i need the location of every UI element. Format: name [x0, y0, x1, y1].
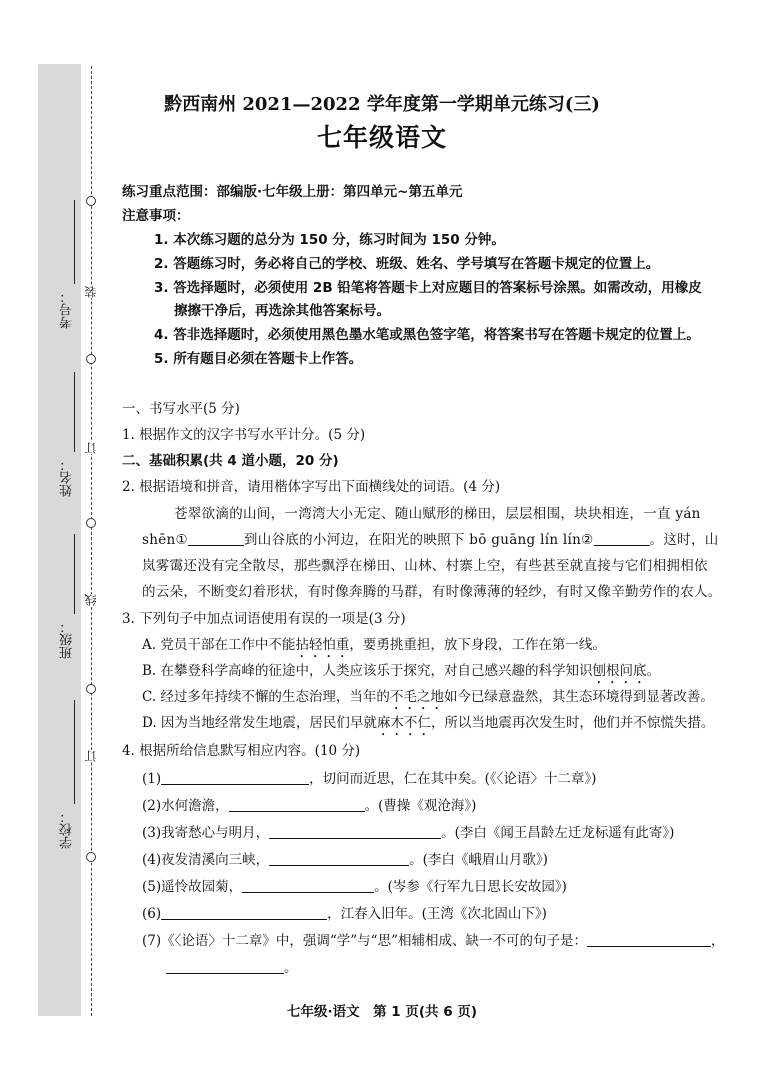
item-text: (1) — [142, 771, 162, 787]
scope-line: 练习重点范围：部编版·七年级上册：第四单元~第五单元 — [122, 184, 463, 200]
binding-mark-ding: 订 — [84, 442, 98, 454]
passage-text: 。这时，山 — [649, 532, 719, 548]
name-blank[interactable] — [74, 372, 75, 452]
option-d[interactable] — [142, 714, 714, 739]
answer-blank[interactable] — [242, 878, 374, 893]
option-text: 如今已绿意盎然，其生态环境得到显著改善。 — [443, 689, 714, 705]
item-text: (5)遥怜故园菊， — [142, 879, 243, 895]
note-item: 4. 答非选择题时，必须使用黑色墨水笔或黑色签字笔，将答案书写在答题卡规定的位置上。 — [154, 327, 700, 343]
option-text: A. 党员干部在工作中不能 — [142, 637, 296, 653]
passage-line: 的云朵，不断变幻着形状，有时像奔腾的马群，有时像薄薄的轻纱，有时又像辛勤劳作的农人。 — [142, 584, 722, 600]
name-label: 姓名： — [60, 458, 75, 497]
note-item: 5. 所有题目必须在答题卡上作答。 — [154, 351, 363, 367]
recitation-item-3 — [142, 824, 674, 842]
section-heading: 二、基础积累(共 4 道小题，20 分) — [122, 453, 339, 469]
item-text: 。(岑参《行军九日思长安故园》) — [374, 879, 567, 895]
question-4-stem: 4. 根据所给信息默写相应内容。(10 分) — [122, 743, 361, 759]
page-footer: 七年级·语文 第 1 页(共 6 页) — [286, 1004, 478, 1020]
answer-blank[interactable] — [229, 797, 365, 812]
passage-line: 苍翠欲滴的山间，一湾湾大小无定、随山赋形的梯田，层层相围，块块相连，一直 yán — [174, 506, 701, 522]
school-blank[interactable] — [74, 700, 75, 804]
item-text: (4)夜发清溪向三峡， — [142, 852, 270, 868]
option-b[interactable] — [142, 662, 660, 687]
option-a[interactable] — [142, 636, 606, 661]
passage-text: 到山谷底的小河边，在阳光的映照下 bō guāng lín lín② — [243, 532, 594, 548]
recitation-item-7-cont — [166, 959, 298, 977]
binding-hole — [86, 684, 96, 694]
binding-hole — [86, 196, 96, 206]
class-label: 班级： — [60, 620, 75, 659]
recitation-item-4 — [142, 851, 548, 869]
dotted-word: 不毛之地 — [389, 689, 444, 705]
binding-mark-ding: 订 — [84, 750, 98, 762]
option-text: C. 经过多年持续不懈的生态治理，当年的 — [142, 689, 390, 705]
section-heading: 一、书写水平(5 分) — [122, 401, 240, 417]
note-item: 1. 本次练习题的总分为 150 分，练习时间为 150 分钟。 — [154, 232, 505, 248]
passage-line — [142, 531, 719, 549]
dotted-word: 拈轻怕重 — [295, 637, 350, 653]
binding-hole — [86, 354, 96, 364]
option-text: ，要勇挑重担，放下身段，工作在第一线。 — [349, 637, 606, 653]
recitation-item-5 — [142, 878, 567, 896]
question-2-stem: 2. 根据语境和拼音，请用楷体字写出下面横线处的词语。(4 分) — [122, 479, 501, 495]
item-text: 。(李白《闻王昌龄左迁龙标遥有此寄》) — [441, 825, 675, 841]
option-text: D. 因为当地经常发生地震，居民们早就 — [142, 715, 377, 731]
item-text: (2)水何澹澹， — [142, 798, 229, 814]
answer-blank-1[interactable] — [188, 531, 244, 546]
answer-blank[interactable] — [269, 824, 441, 839]
item-text: ，江春入旧年。(王湾《次北固山下》) — [327, 906, 547, 922]
note-item: 3. 答选择题时，必须使用 2B 铅笔将答题卡上对应题目的答案标号涂黑。如需改动，用橡皮 — [154, 280, 702, 296]
item-text: 。 — [284, 960, 298, 976]
notes-label: 注意事项： — [122, 208, 190, 224]
question-3-stem: 3. 下列句子中加点词语使用有误的一项是(3 分) — [122, 611, 406, 627]
item-text: ，切问而近思，仁在其中矣。(《〈论语〉十二章》) — [309, 771, 597, 787]
recitation-item-1 — [142, 770, 596, 788]
recitation-item-6 — [142, 905, 547, 923]
item-text: (7)《〈论语〉十二章》中，强调“学”与“思”相辅相成、缺一不可的句子是： — [142, 933, 587, 949]
binding-mark-xian: 线 — [84, 594, 98, 606]
answer-blank[interactable] — [587, 932, 711, 947]
item-text: ， — [710, 933, 725, 949]
passage-line: 岚雾霭还没有完全散尽，那些飘浮在梯田、山林、村寨上空，有些甚至就直接与它们相拥相依 — [142, 558, 708, 574]
option-c[interactable] — [142, 688, 714, 713]
binding-hole — [86, 852, 96, 862]
item-text: 。(李白《峨眉山月歌》) — [409, 852, 548, 868]
item-text: (3)我寄愁心与明月， — [142, 825, 270, 841]
answer-blank[interactable] — [161, 905, 327, 920]
option-text: B. 在攀登科学高峰的征途中，人类应该乐于探究，对自己感兴趣的科学知识 — [142, 663, 593, 679]
pinyin-1: shēn① — [142, 532, 188, 548]
option-text: ，所以当地震再次发生时，他们并不惊慌失措。 — [430, 715, 715, 731]
binding-hole — [86, 518, 96, 528]
exam-subtitle: 七年级语文 — [316, 123, 447, 152]
item-text: (6) — [142, 906, 162, 922]
answer-blank-2[interactable] — [594, 531, 650, 546]
class-blank[interactable] — [74, 534, 75, 614]
note-item: 擦擦干净后，再选涂其他答案标号。 — [174, 303, 390, 319]
dotted-word: 刨根问底 — [592, 663, 647, 679]
recitation-item-7 — [142, 932, 724, 950]
answer-blank[interactable] — [166, 959, 284, 974]
dotted-word: 麻木不仁 — [376, 715, 431, 731]
answer-blank[interactable] — [269, 851, 409, 866]
exam-title: 黔西南州 2021—2022 学年度第一学期单元练习(三) — [164, 94, 600, 115]
binding-mark-zhuang: 装 — [84, 286, 98, 298]
school-label: 学校： — [60, 810, 75, 849]
answer-blank[interactable] — [161, 770, 309, 785]
exam-number-label: 考号： — [60, 290, 75, 329]
exam-number-blank[interactable] — [74, 200, 75, 284]
note-item: 2. 答题练习时，务必将自己的学校、班级、姓名、学号填写在答题卡规定的位置上。 — [154, 256, 660, 272]
item-text: 。(曹操《观沧海》) — [364, 798, 477, 814]
recitation-item-2 — [142, 797, 476, 815]
option-text: 。 — [646, 663, 661, 679]
binding-cut-line — [91, 66, 92, 1016]
question-1: 1. 根据作文的汉字书写水平计分。(5 分) — [122, 427, 366, 443]
